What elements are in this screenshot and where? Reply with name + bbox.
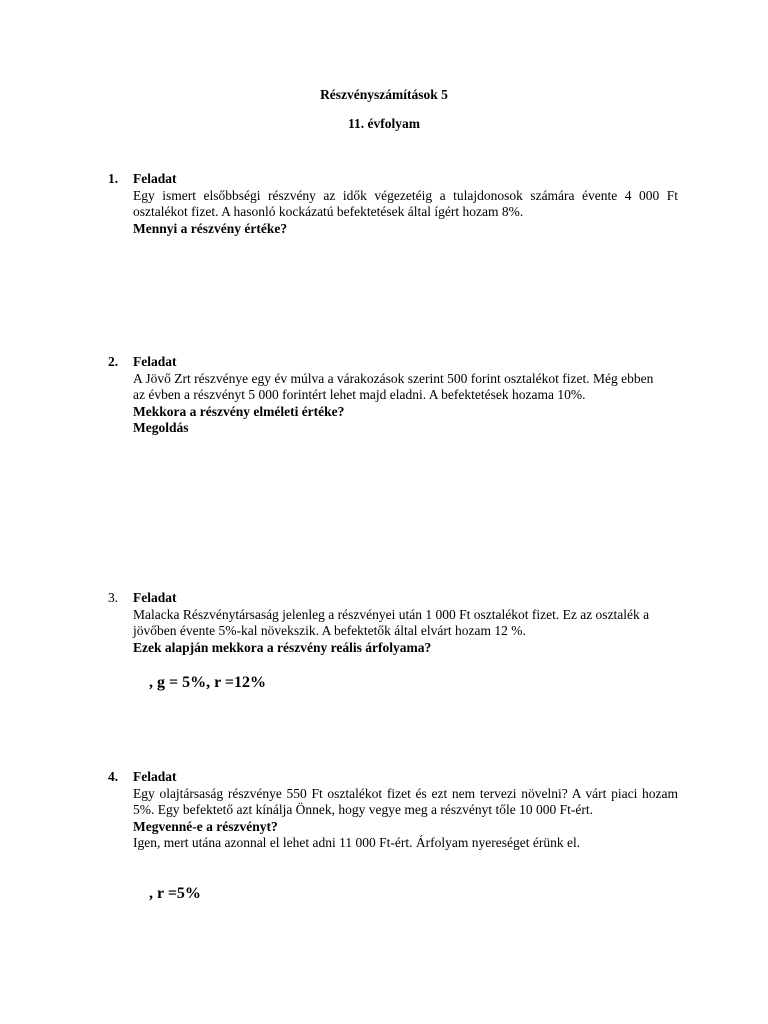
task-heading: Feladat <box>133 354 177 369</box>
document-title: Részvényszámítások 5 <box>320 87 448 102</box>
task-question: Mennyi a részvény értéke? <box>133 220 288 236</box>
task-number: 2. <box>108 354 119 369</box>
solution-label: Megoldás <box>133 420 189 435</box>
task-text: Malacka Részvénytársaság jelenleg a részvényei után 1 000 Ft osztalékot fizet. Ez az osztalék a jövőben évente 5%-kal növekszik. A befektetők által elvárt hozam 12 %. <box>133 606 650 638</box>
task-heading: Feladat <box>133 590 177 605</box>
task-heading: Feladat <box>133 171 177 186</box>
task-number: 4. <box>108 769 119 784</box>
task-3 <box>108 590 678 656</box>
formula-growth-rate: , g = 5%, r =12% <box>149 674 267 691</box>
task-text: Egy ismert elsőbbségi részvény az idők végezetéig a tulajdonosok számára évente 4 000 Ft osztalékot fizet. A hasonló kockázatú befektetések által ígért hozam 8%. <box>133 187 678 219</box>
task-4 <box>108 769 678 852</box>
task-2 <box>108 354 678 437</box>
task-number: 3. <box>108 590 119 605</box>
task-text: Egy olajtársaság részvénye 550 Ft osztalékot fizet és ezt nem tervezi növelni? A várt piaci hozam 5%. Egy befektető azt kínálja Önnek, hogy vegye meg a részvényt tőle 10 000 Ft-ért. <box>133 785 678 817</box>
task-question: Megvenné-e a részvényt? <box>133 818 278 834</box>
formula-required-return: , r =5% <box>149 885 201 902</box>
document-subtitle: 11. évfolyam <box>348 116 420 131</box>
task-answer: Igen, mert utána azonnal el lehet adni 11 000 Ft-ért. Árfolyam nyereséget érünk el. <box>133 835 581 850</box>
task-question: Ezek alapján mekkora a részvény reális árfolyama? <box>133 639 432 655</box>
task-heading: Feladat <box>133 769 177 784</box>
task-number: 1. <box>108 171 119 186</box>
task-text: A Jövő Zrt részvénye egy év múlva a várakozások szerint 500 forint osztalékot fizet. Még ebben az évben a részvényt 5 000 forintért lehet majd eladni. A befektetések hozama 10%. <box>133 370 654 402</box>
task-question: Mekkora a részvény elméleti értéke? <box>133 403 345 419</box>
task-1 <box>108 171 678 237</box>
